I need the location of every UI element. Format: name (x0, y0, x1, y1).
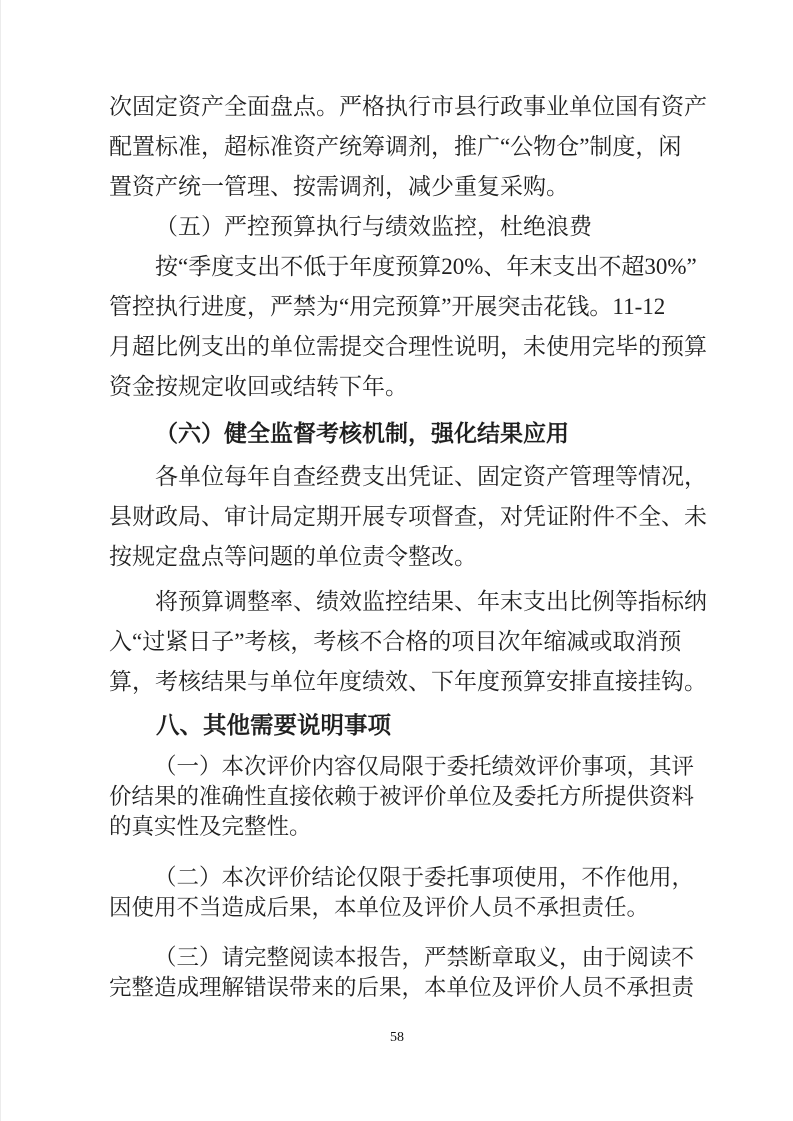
text-line: 置资产统一管理、按需调剂，减少重复采购。 (109, 174, 569, 199)
text-line: 县财政局、审计局定期开展专项督查，对凭证附件不全、未 (109, 504, 707, 529)
text-line: 管控执行进度，严禁为“用完预算”开展突击花钱。11-12 (109, 294, 666, 319)
text-line: 的真实性及完整性。 (109, 814, 312, 839)
paragraph-assessment-linkage (109, 582, 729, 702)
text-line: 入“过紧日子”考核，考核不合格的项目次年缩减或取消预 (109, 629, 682, 654)
paragraph-note-3 (109, 943, 729, 1003)
paragraph-note-2 (109, 863, 729, 923)
text-line: 价结果的准确性直接依赖于被评价单位及委托方所提供资料 (109, 784, 695, 809)
text-line: （三）请完整阅读本报告，严禁断章取义，由于阅读不 (154, 945, 695, 970)
page-number: 58 (390, 1030, 404, 1045)
text-line: 月超比例支出的单位需提交合理性说明，未使用完毕的预算 (109, 334, 707, 359)
heading-chapter-8 (109, 705, 729, 745)
section-other-notes (109, 752, 729, 1003)
paragraph-asset-inventory (109, 87, 729, 207)
heading-text: （五）严控预算执行与绩效监控，杜绝浪费 (155, 214, 592, 239)
heading-item-5 (109, 207, 729, 247)
heading-text: （六）健全监督考核机制，强化结果应用 (155, 421, 569, 446)
text-line: 配置标准，超标准资产统筹调剂，推广“公物仓”制度，闲 (109, 134, 682, 159)
text-line: 因使用不当造成后果，本单位及评价人员不承担责任。 (109, 895, 650, 920)
paragraph-budget-execution (109, 247, 729, 407)
text-line: （一）本次评价内容仅局限于委托绩效评价事项，其评 (154, 754, 695, 779)
heading-text: 八、其他需要说明事项 (156, 712, 391, 738)
paragraph-self-inspection (109, 457, 729, 577)
text-line: 各单位每年自查经费支出凭证、固定资产管理等情况， (155, 464, 707, 489)
text-line: 算，考核结果与单位年度绩效、下年度预算安排直接挂钩。 (109, 669, 707, 694)
text-line: 次固定资产全面盘点。严格执行市县行政事业单位国有资产 (109, 94, 707, 119)
paragraph-note-1 (109, 752, 729, 842)
text-line: 按规定盘点等问题的单位责令整改。 (109, 544, 477, 569)
page-content (109, 87, 729, 1003)
section-budget-control (109, 87, 729, 745)
text-line: （二）本次评价结论仅限于委托事项使用，不作他用， (154, 865, 695, 890)
text-line: 按“季度支出不低于年度预算20%、年末支出不超30%” (155, 254, 697, 279)
text-line: 将预算调整率、绩效监控结果、年末支出比例等指标纳 (155, 589, 707, 614)
heading-item-6 (109, 414, 729, 454)
text-line: 资金按规定收回或结转下年。 (109, 374, 408, 399)
text-line: 完整造成理解错误带来的后果，本单位及评价人员不承担责 (109, 975, 695, 1000)
